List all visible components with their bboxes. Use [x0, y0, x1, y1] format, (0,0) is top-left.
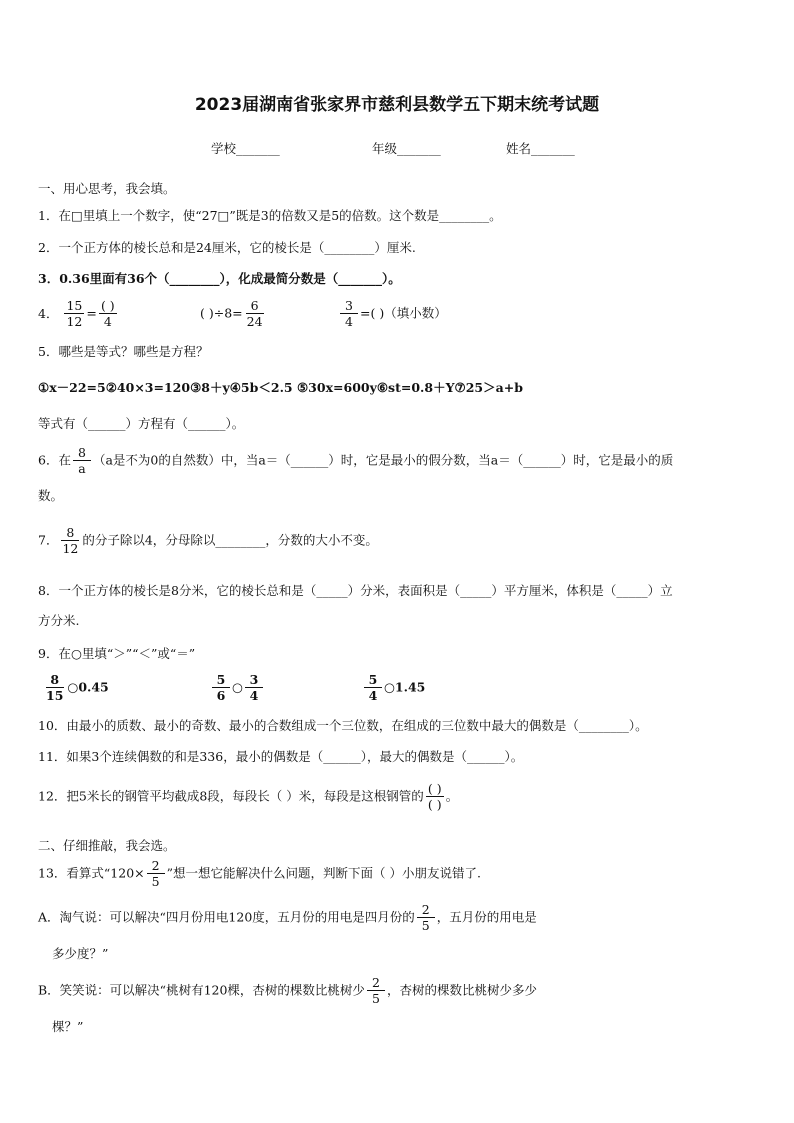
- question-5-items: ①x－22=5②40×3=120③8＋y④5b＜2.5 ⑤30x=600y⑥st=0.8＋Y⑦25＞a+b: [38, 380, 523, 395]
- question-9-item-1: $\frac{8}{15}$ ○0.45: [46, 672, 109, 703]
- question-3: 3．0.36里面有36个（________），化成最简分数是（_______）。: [38, 271, 401, 286]
- question-4-part-3: $\frac{3}{4}$ =( )（填小数）: [338, 298, 447, 329]
- grade-field: 年级_______: [372, 141, 441, 156]
- fraction: $\frac{( )}{4}$: [99, 298, 117, 329]
- option-a: A．淘气说：可以解决“四月份用电120度，五月份的用电是四月份的 $\frac{2}{5}$ ，五月份的用电是: [38, 902, 537, 933]
- fraction: $\frac{6}{24}$: [246, 298, 263, 329]
- fraction: $\frac{8}{a}$: [73, 445, 91, 476]
- fraction: $\frac{2}{5}$: [417, 902, 435, 933]
- question-number: 4．: [38, 305, 59, 321]
- question-12: 12．把5米长的钢管平均截成8段，每段长（ ）米，每段是这根钢管的 $\frac{( )}{( )}$ 。: [38, 781, 459, 812]
- option-a-continued: 多少度？”: [52, 946, 109, 961]
- question-9-item-2: $\frac{5}{6}$ ○ $\frac{3}{4}$: [210, 672, 265, 703]
- question-11: 11．如果3个连续偶数的和是336，最小的偶数是（______），最大的偶数是（______）。: [38, 749, 524, 764]
- question-13: 13．看算式“120× $\frac{2}{5}$ ”想一想它能解决什么问题，判断下面（ ）小朋友说错了.: [38, 858, 481, 889]
- page-title: 2023届湖南省张家界市慈利县数学五下期末统考试题: [194, 95, 600, 115]
- question-6-continued: 数。: [38, 488, 64, 503]
- fraction: $\frac{3}{4}$: [245, 672, 263, 703]
- fraction: $\frac{( )}{( )}$: [426, 781, 444, 812]
- option-b: B．笑笑说：可以解决“桃树有120棵，杏树的棵数比桃树少 $\frac{2}{5}$ ，杏树的棵数比桃树少多少: [38, 975, 537, 1006]
- fraction: $\frac{5}{6}$: [212, 672, 230, 703]
- question-6: 6．在 $\frac{8}{a}$ （a是不为0的自然数）中，当a＝（______）时，它是最小的假分数，当a＝（______）时，它是最小的质: [38, 445, 674, 476]
- fraction: $\frac{3}{4}$: [340, 298, 358, 329]
- fraction: $\frac{5}{4}$: [364, 672, 382, 703]
- question-5: 5．哪些是等式？哪些是方程？: [38, 344, 209, 359]
- question-4: 4． $\frac{15}{12}$ = $\frac{( )}{4}$: [38, 298, 119, 329]
- fraction: $\frac{2}{5}$: [147, 858, 165, 889]
- name-field: 姓名_______: [506, 141, 575, 156]
- question-8-continued: 方分米.: [38, 613, 80, 628]
- section-2-heading: 二、仔细推敲，我会选。: [38, 838, 176, 853]
- fraction: $\frac{8}{15}$: [46, 672, 64, 703]
- school-field: 学校_______: [211, 141, 280, 156]
- section-1-heading: 一、用心思考，我会填。: [38, 181, 176, 196]
- question-2: 2．一个正方体的棱长总和是24厘米，它的棱长是（________）厘米.: [38, 240, 416, 255]
- question-7: 7． $\frac{8}{12}$ 的分子除以4，分母除以________，分数的大小不变。: [38, 525, 378, 556]
- question-1: 1．在□里填上一个数字，使“27□”既是3的倍数又是5的倍数。这个数是________。: [38, 208, 502, 223]
- fraction: $\frac{2}{5}$: [367, 975, 385, 1006]
- question-10: 10．由最小的质数、最小的奇数、最小的合数组成一个三位数，在组成的三位数中最大的偶数是（________）。: [38, 718, 648, 733]
- fraction: $\frac{8}{12}$: [62, 525, 79, 556]
- question-8: 8．一个正方体的棱长是8分米，它的棱长总和是（_____）分米，表面积是（_____）平方厘米，体积是（_____）立: [38, 583, 673, 598]
- option-b-continued: 棵？”: [52, 1019, 84, 1034]
- question-9: 9．在○里填“＞”“＜”或“＝”: [38, 646, 196, 661]
- question-4-part-2: ( )÷8= $\frac{6}{24}$: [200, 298, 263, 329]
- fraction: $\frac{15}{12}$: [66, 298, 83, 329]
- question-9-item-3: $\frac{5}{4}$ ○1.45: [362, 672, 425, 703]
- question-5-answer: 等式有（______）方程有（______）。: [38, 416, 245, 431]
